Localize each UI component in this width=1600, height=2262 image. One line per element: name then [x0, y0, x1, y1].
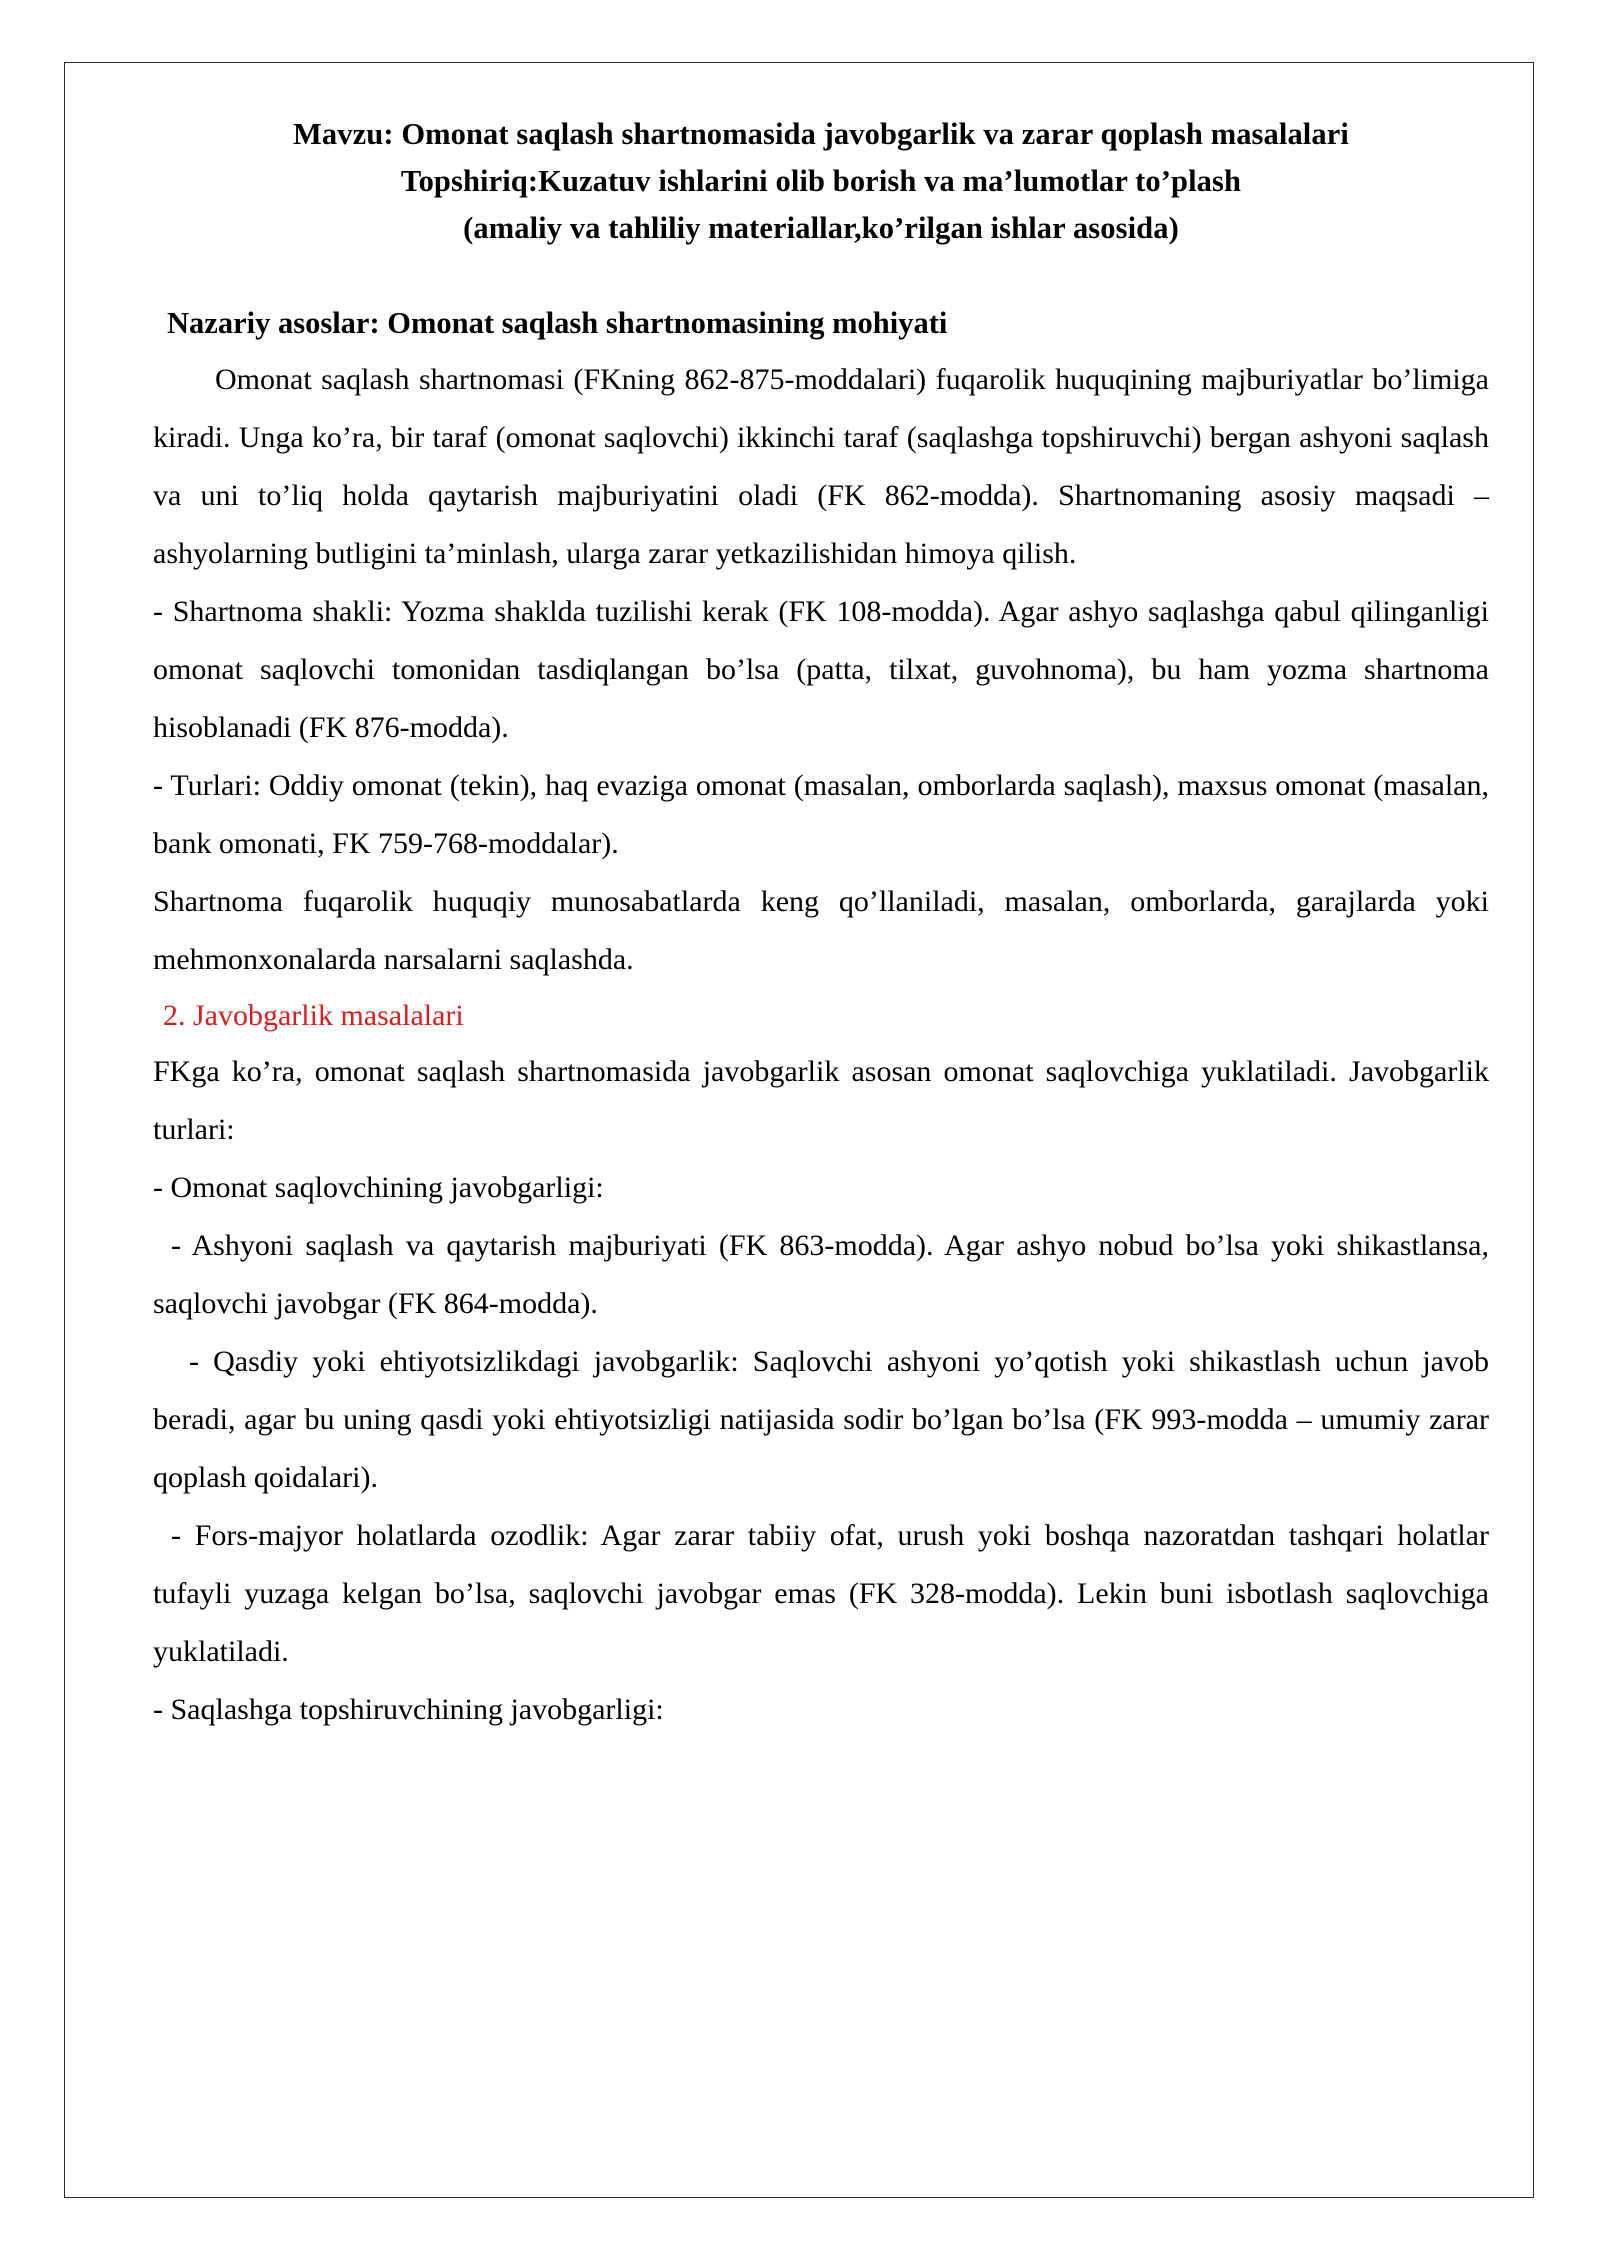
section-heading-theoretical-basis: Nazariy asoslar: Omonat saqlash shartnomasining mohiyati — [167, 306, 948, 340]
title-spacer — [153, 252, 1489, 300]
document-body — [153, 89, 1489, 1739]
paragraph-keep-return-duty: - Ashyoni saqlash va qaytarish majburiyati (FK 863-modda). Agar ashyo nobud bo’lsa yoki shikastlansa, saqlovchi javobgar (FK 864-modda). — [153, 1229, 1489, 1320]
document-page-frame — [64, 62, 1534, 2198]
paragraph-intro: Omonat saqlash shartnomasi (FKning 862-875-moddalari) fuqarolik huquqining majburiyatlar bo’limiga kiradi. Unga ko’ra, bir taraf (omonat saqlovchi) ikkinchi taraf (saqlashga topshiruvchi) bergan ashyoni saqlash va uni to’liq holda qaytarish majburiyatini oladi (FK 862-modda). Shartnomaning asosiy maqsadi – ashyolarning butligini ta’minlash, ularga zarar yetkazilishidan himoya qilish. — [153, 363, 1489, 570]
paragraph-depositor-liability-label: - Saqlashga topshiruvchining javobgarligi: — [153, 1693, 664, 1726]
subheading-liability-issues: 2. Javobgarlik masalalari — [163, 999, 464, 1032]
document-title-block — [153, 111, 1489, 252]
document-title-line-1: Mavzu: Omonat saqlash shartnomasida javobgarlik va zarar qoplash masalalari — [293, 117, 1349, 151]
paragraph-intent-negligence: - Qasdiy yoki ehtiyotsizlikdagi javobgarlik: Saqlovchi ashyoni yo’qotish yoki shikastlash uchun javob beradi, agar bu uning qasdi yoki ehtiyotsizligi natijasida sodir bo’lgan bo’lsa (FK 993-modda – umumiy zarar qoplash qoidalari). — [153, 1345, 1489, 1494]
paragraph-keeper-liability-label: - Omonat saqlovchining javobgarligi: — [153, 1171, 604, 1204]
document-title-line-2: Topshiriq:Kuzatuv ishlarini olib borish va ma’lumotlar to’plash — [400, 164, 1242, 198]
paragraph-types: - Turlari: Oddiy omonat (tekin), haq evaziga omonat (masalan, omborlarda saqlash), maxsus omonat (masalan, bank omonati, FK 759-768-moddalar). — [153, 769, 1489, 860]
paragraph-contract-form: - Shartnoma shakli: Yozma shaklda tuzilishi kerak (FK 108-modda). Agar ashyo saqlashga qabul qilinganligi omonat saqlovchi tomonidan tasdiqlangan bo’lsa (patta, tilxat, guvohnoma), bu ham yozma shartnoma hisoblanadi (FK 876-modda). — [153, 595, 1489, 744]
paragraph-usage: Shartnoma fuqarolik huquqiy munosabatlarda keng qo’llaniladi, masalan, omborlarda, garajlarda yoki mehmonxonalarda narsalarni saqlashda. — [153, 885, 1489, 976]
paragraph-force-majeure: - Fors-majyor holatlarda ozodlik: Agar zarar tabiiy ofat, urush yoki boshqa nazoratdan tashqari holatlar tufayli yuzaga kelgan bo’lsa, saqlovchi javobgar emas (FK 328-modda). Lekin buni isbotlash saqlovchiga yuklatiladi. — [153, 1519, 1489, 1668]
paragraph-liability-intro: FKga ko’ra, omonat saqlash shartnomasida javobgarlik asosan omonat saqlovchiga yuklatiladi. Javobgarlik turlari: — [153, 1055, 1489, 1146]
document-title-line-3: (amaliy va tahliliy materiallar,ko’rilgan ishlar asosida) — [463, 211, 1179, 245]
